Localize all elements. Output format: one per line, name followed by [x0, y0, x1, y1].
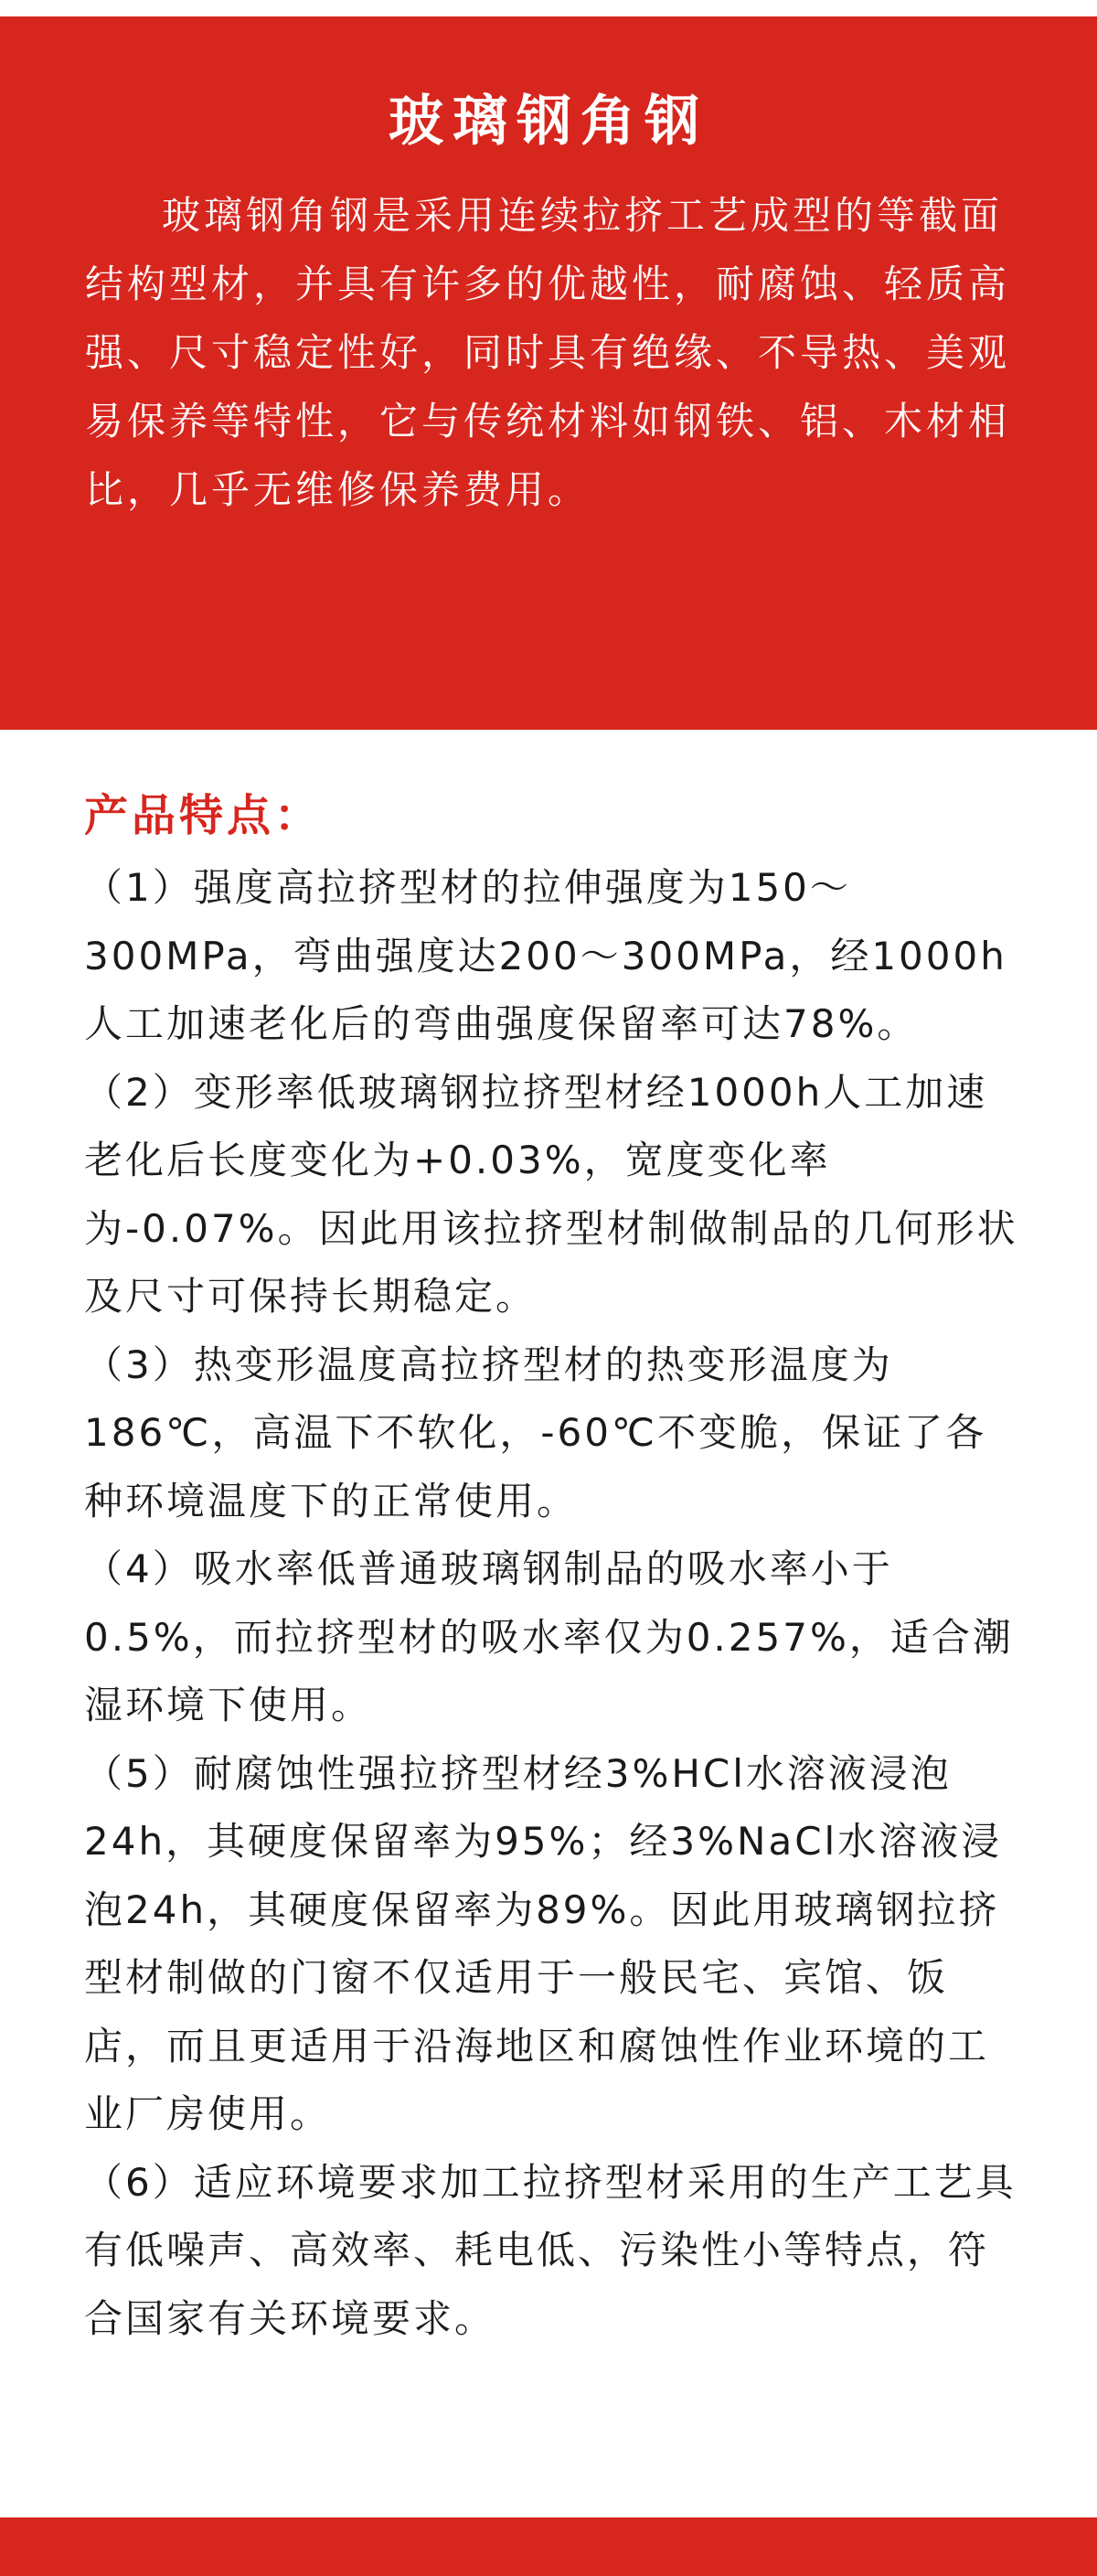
header-banner: [0, 16, 1097, 730]
features-section: [84, 777, 1026, 2353]
feature-item-5: （5）耐腐蚀性强拉挤型材经3%HCl水溶液浸泡24h，其硬度保留率为95%；经3%NaCl水溶液浸泡24h，其硬度保留率为89%。因此用玻璃钢拉挤型材制做的门窗不仅适用于一般民宅、宾馆、饭店，而且更适用于沿海地区和腐蚀性作业环境的工业厂房使用。: [84, 1750, 1003, 2136]
bottom-bar: [0, 2517, 1097, 2576]
intro-paragraph: 玻璃钢角钢是采用连续拉挤工艺成型的等截面结构型材，并具有许多的优越性，耐腐蚀、轻质高强、尺寸稳定性好，同时具有绝缘、不导热、美观易保养等特性，它与传统材料如钢铁、铝、木材相比，几乎无维修保养费用。: [85, 193, 1011, 512]
features-title: 产品特点：: [84, 790, 323, 841]
top-stripe: [0, 0, 1097, 16]
feature-item-3: （3）热变形温度高拉挤型材的热变形温度为186℃，高温下不软化，-60℃不变脆，保证了各种环境温度下的正常使用。: [84, 1341, 987, 1523]
feature-item-6: （6）适应环境要求加工拉挤型材采用的生产工艺具有低噪声、高效率、耗电低、污染性小等特点，符合国家有关环境要求。: [84, 2159, 1017, 2341]
feature-item-4: （4）吸水率低普通玻璃钢制品的吸水率小于0.5%，而拉挤型材的吸水率仅为0.257%，适合潮湿环境下使用。: [84, 1546, 1014, 1727]
page-title: 玻璃钢角钢: [389, 90, 708, 154]
feature-item-1: （1）强度高拉挤型材的拉伸强度为150～300MPa，弯曲强度达200～300MPa，经1000h人工加速老化后的弯曲强度保留率可达78%。: [84, 865, 1007, 1046]
feature-item-2: （2）变形率低玻璃钢拉挤型材经1000h人工加速老化后长度变化为+0.03%，宽度变化率为-0.07%。因此用该拉挤型材制做制品的几何形状及尺寸可保持长期稳定。: [84, 1069, 1018, 1319]
